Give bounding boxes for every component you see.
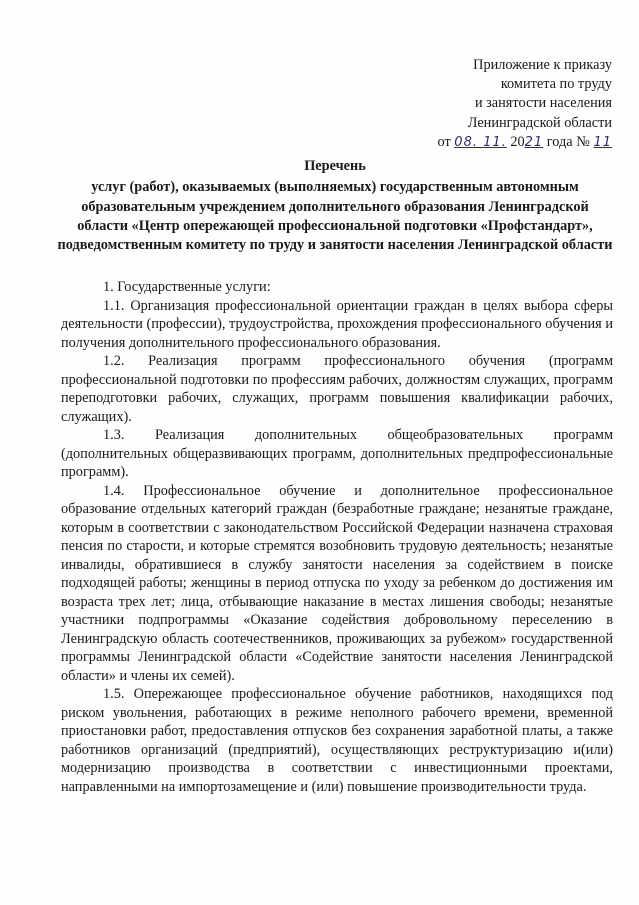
list-item: 1.3. Реализация дополнительных общеобразовательных программ (дополнительных общеразвивающих программ, дополнительных предпрофессиональные программ).: [61, 427, 613, 480]
handwritten-date: 08. 11.: [454, 134, 507, 150]
handwritten-order-number: 11: [593, 134, 612, 150]
list-item: 1.5. Опережающее профессиональное обучение работников, находящихся под риском увольнения, работающих в режиме неполного рабочего времени, временной приостановки работ, предоставления отпусков без сохранения заработной платы, а также работников организаций (предприятий), осуществляющих реструктуризацию и(или) модернизацию производства в соответствии с инвестиционными проектами, направленными на импортозамещение и (или) повышение производительности труда.: [61, 686, 613, 795]
header-line: Ленинградской области: [467, 114, 612, 131]
date-prefix: от: [437, 133, 451, 150]
list-item: 1.1. Организация профессиональной ориентации граждан в целях выбора сферы деятельности (профессии), трудоустройства, прохождения профессионального обучения и получения дополнительного профессионального образования.: [61, 297, 613, 351]
title-heading: Перечень: [304, 158, 366, 174]
header-line: комитета по труду: [500, 76, 612, 93]
appendix-header: [382, 56, 612, 152]
list-item: 1.2. Реализация программ профессионального обучения (программ профессиональной подготовки по профессиям рабочих, должностям служащих, программ переподготовки рабочих, служащих, программ повышения квалификации рабочих, служащих).: [61, 353, 613, 425]
section-heading: 1. Государственные услуги:: [103, 279, 271, 295]
order-date-line: [382, 133, 612, 152]
header-line: Приложение к приказу: [473, 57, 612, 73]
document-title: [55, 157, 615, 255]
header-line: и занятости населения: [474, 95, 612, 112]
date-year-word: года №: [546, 133, 590, 150]
document-body: [61, 278, 613, 796]
list-item: 1.4. Профессиональное обучение и дополнительное профессиональное образование отдельных категорий граждан (безработные граждане; незанятые граждане, которым в соответствии с законодательством Российской Федерации назначена страховая пенсия по старости, и которые стремятся возобновить трудовую деятельность; незанятые инвалиды, обратившиеся в службу занятости населения за содействием в поиске подходящей работы; женщины в период отпуска по уходу за ребенком до достижения им возраста трех лет; лица, отбывающие наказание в местах лишения свободы; незанятые участники подпрограммы «Оказание содействия добровольному переселению в Ленинградскую область соотечественников, проживающих за рубежом» государственной программы Ленинградской области «Содействие занятости населения Ленинградской области» и члены их семей).: [61, 482, 613, 684]
date-year-prefix: 20: [510, 133, 525, 150]
handwritten-year: 21: [524, 134, 544, 150]
title-subtitle: услуг (работ), оказываемых (выполняемых) государственным автономным образовательным учреждением дополнительного образования Ленинградской области «Центр опережающей профессиональной подготовки «Профстандарт», подведомственным комитету по труду и занятости населения Ленинградской области: [57, 179, 613, 254]
